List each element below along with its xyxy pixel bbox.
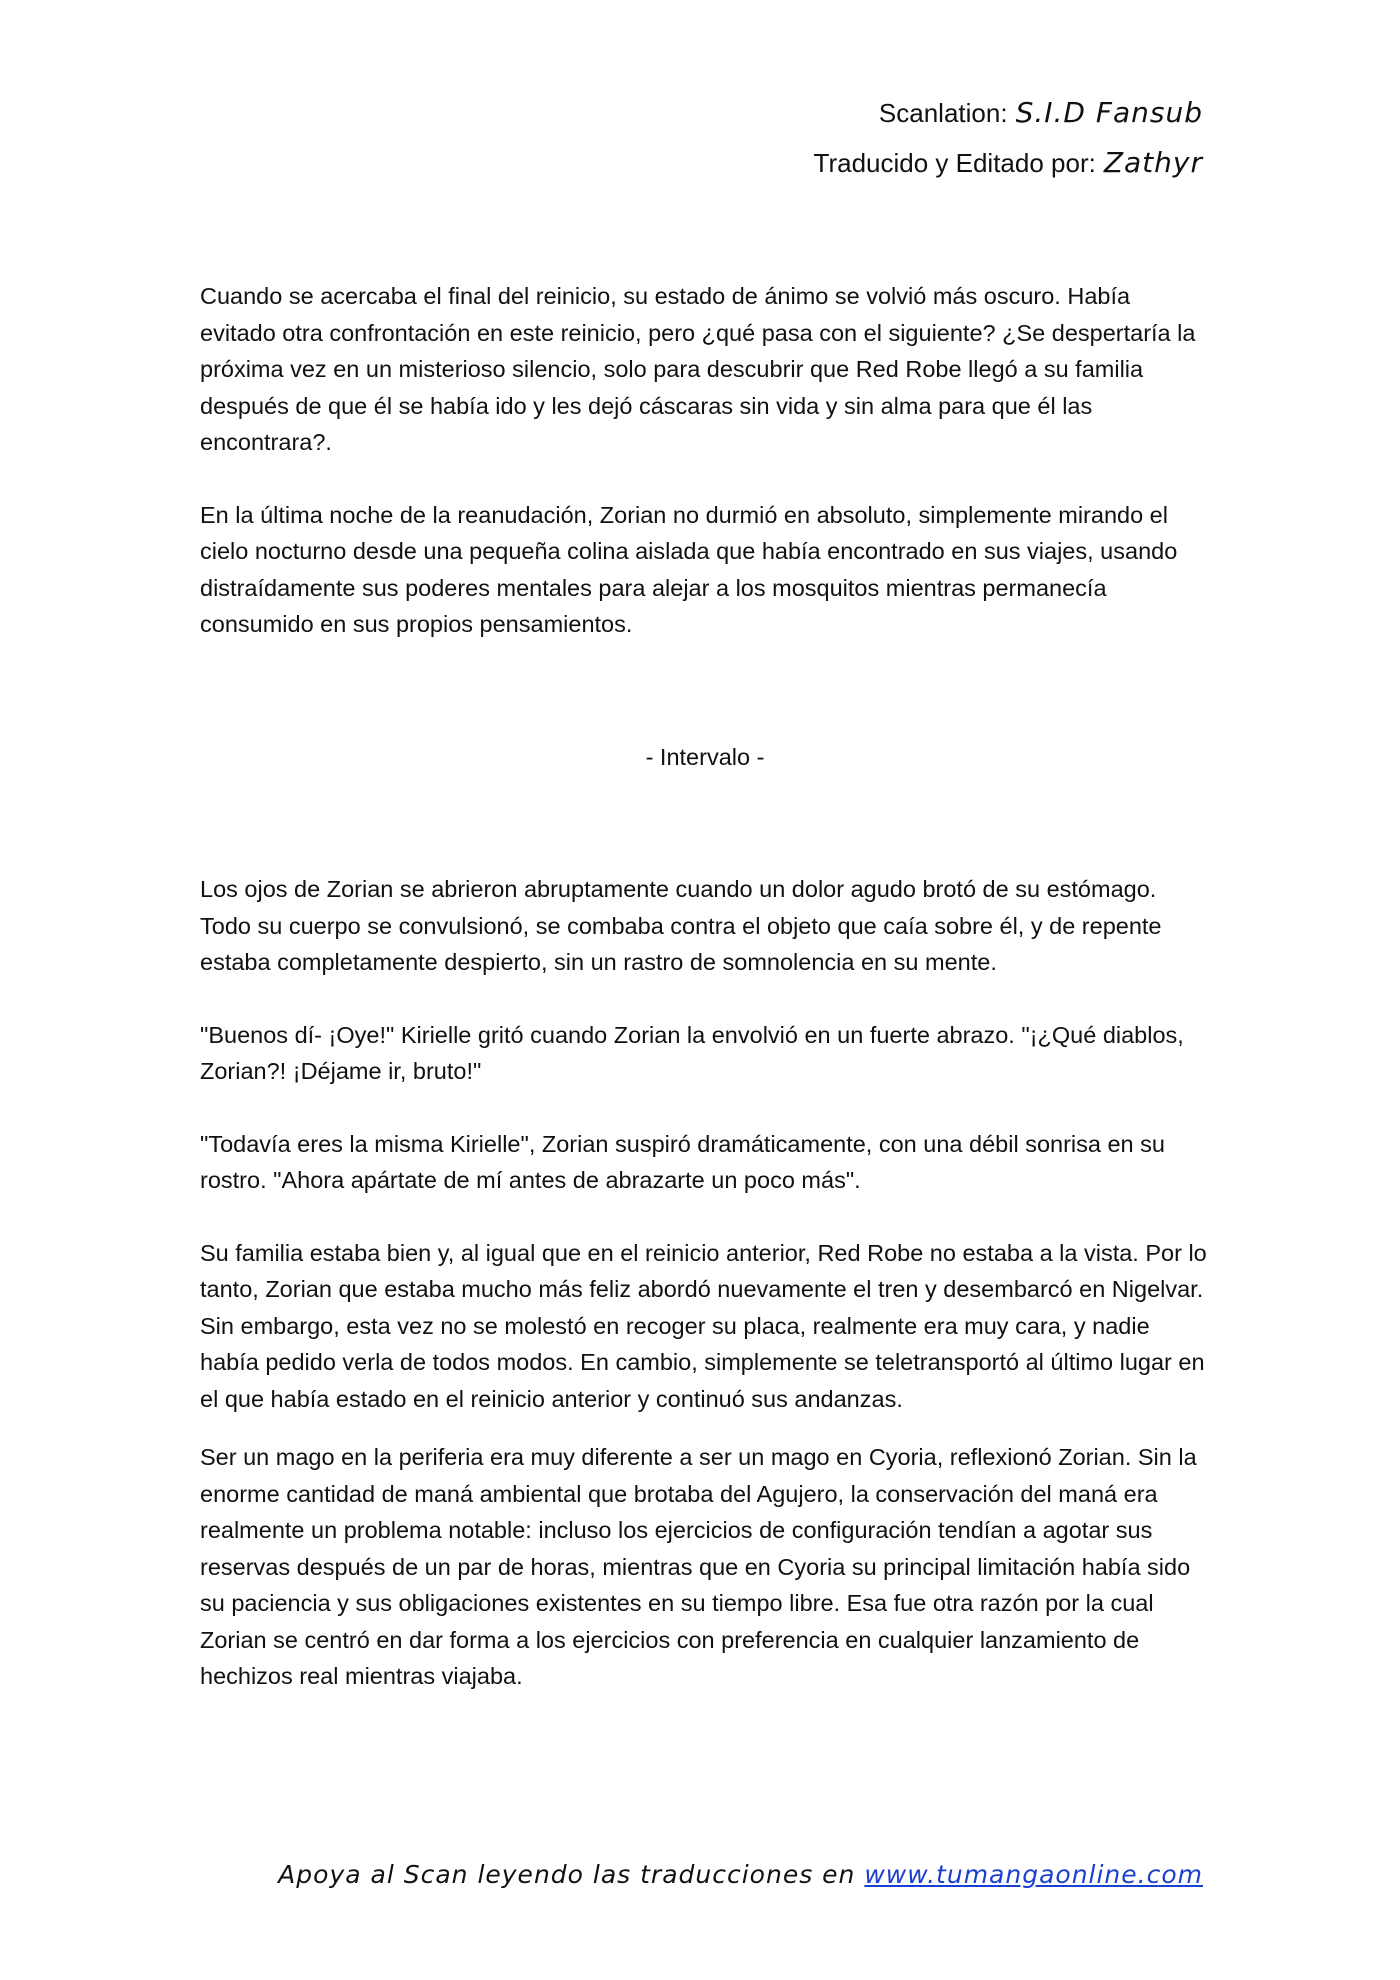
paragraph-2: En la última noche de la reanudación, Zorian no durmió en absoluto, simplemente mirando el cielo nocturno desde una pequeña colina aislada que había encontrado en sus viajes, usando distraídamente sus poderes mentales para alejar a los mosquitos mientras permanecía consumido en sus propios pensamientos. [200,501,1178,637]
paragraph-6: Su familia estaba bien y, al igual que en el reinicio anterior, Red Robe no estaba a la vista. Por lo tanto, Zorian que estaba mucho más feliz abordó nuevamente el tren y desembarcó en Nigelvar. Sin embargo, esta vez no se molestó en recoger su placa, realmente era muy cara, y nadie había pedido verla de todos modos. En cambio, simplemente se teletransportó al último lugar en el que había estado en el reinicio anterior y continuó sus andanzas. [200,1239,1207,1412]
paragraph-7: Ser un mago en la periferia era muy diferente a ser un mago en Cyoria, reflexionó Zorian. Sin la enorme cantidad de maná ambiental que brotaba del Agujero, la conservación del maná era realmente un problema notable: incluso los ejercicios de configuración tendían a agotar sus reservas después de un par de horas, mientras que en Cyoria su principal limitación había sido su paciencia y sus obligaciones existentes en su tiempo libre. Esa fue otra razón por la cual Zorian se centró en dar forma a los ejercicios con preferencia en cualquier lanzamiento de hechizos real mientras viajaba. [200,1444,1197,1689]
translator-value: Zathyr [1103,146,1203,179]
chapter-body [200,278,1210,1695]
paragraph-3: Los ojos de Zorian se abrieron abruptamente cuando un dolor agudo brotó de su estómago. Todo su cuerpo se convulsionó, se combaba contra el objeto que caía sobre él, y de repente estaba completamente despierto, sin un rastro de somnolencia en su mente. [200,876,1162,975]
scanlation-label: Scanlation: [878,98,1008,128]
scanlation-credit [814,88,1203,138]
footer-support-note [278,1860,1203,1889]
paragraph-5: "Todavía eres la misma Kirielle", Zorian suspiró dramáticamente, con una débil sonrisa en su rostro. "Ahora apártate de mí antes de abrazarte un poco más". [200,1130,1165,1193]
paragraph-4: "Buenos dí- ¡Oye!" Kirielle gritó cuando Zorian la envolvió en un fuerte abrazo. "¡¿Qué diablos, Zorian?! ¡Déjame ir, bruto!" [200,1021,1184,1084]
section-separator: - Intervalo - [645,743,765,770]
footer-link[interactable]: www.tumangaonline.com [864,1860,1203,1889]
translator-credit [814,138,1203,188]
translator-label: Traducido y Editado por: [813,148,1096,178]
paragraph-1: Cuando se acercaba el final del reinicio, su estado de ánimo se volvió más oscuro. Había evitado otra confrontación en este reinicio, pero ¿qué pasa con el siguiente? ¿Se despertaría la próxima vez en un misterioso silencio, solo para descubrir que Red Robe llegó a su familia después de que él se había ido y les dejó cáscaras sin vida y sin alma para que él las encontrara?. [200,283,1196,455]
credits-block [814,88,1203,188]
footer-text: Apoya al Scan leyendo las traducciones en [278,1860,856,1889]
scanlation-value: S.I.D Fansub [1015,96,1203,129]
